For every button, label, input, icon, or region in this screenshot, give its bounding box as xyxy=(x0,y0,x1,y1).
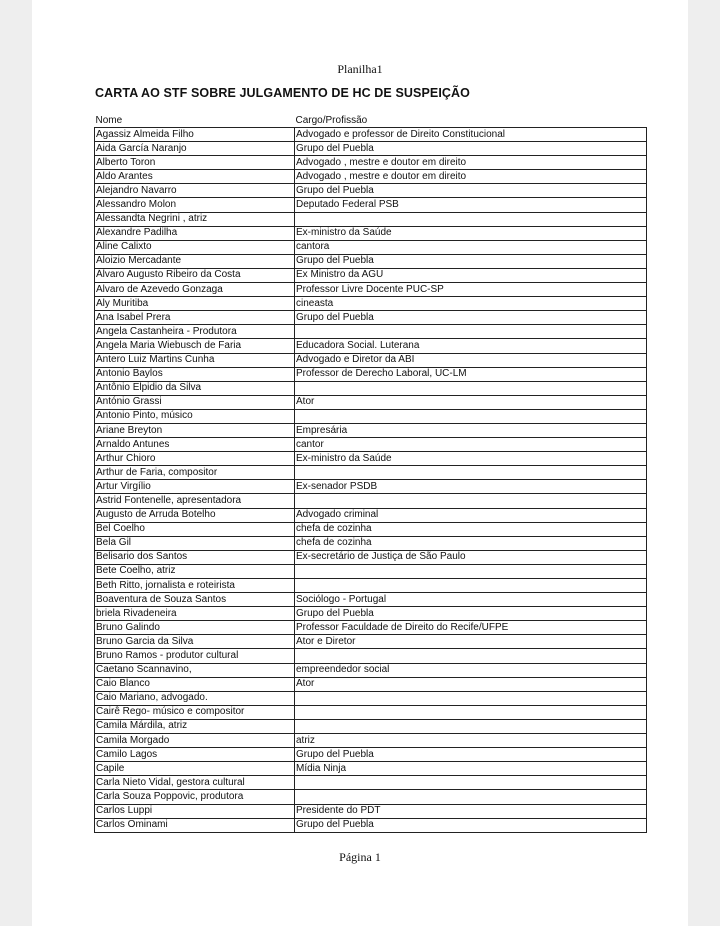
table-row xyxy=(95,353,647,367)
cell-name: Arnaldo Antunes xyxy=(95,438,295,452)
cell-name: Antonio Baylos xyxy=(95,367,295,381)
cell-role xyxy=(295,381,647,395)
cell-role: Advogado e professor de Direito Constitucional xyxy=(295,128,647,142)
cell-name: Alejandro Navarro xyxy=(95,184,295,198)
cell-name: Carlos Ominami xyxy=(95,818,295,832)
cell-name: Antonio Pinto, músico xyxy=(95,409,295,423)
cell-role: empreendedor social xyxy=(295,663,647,677)
cell-role xyxy=(295,409,647,423)
cell-role: Grupo del Puebla xyxy=(295,311,647,325)
cell-role: Grupo del Puebla xyxy=(295,748,647,762)
cell-role: Advogado , mestre e doutor em direito xyxy=(295,156,647,170)
table-row xyxy=(95,409,647,423)
table-row xyxy=(95,804,647,818)
cell-role: Advogado , mestre e doutor em direito xyxy=(295,170,647,184)
cell-role xyxy=(295,776,647,790)
table-row xyxy=(95,748,647,762)
cell-role: Ator xyxy=(295,395,647,409)
cell-name: Carlos Luppi xyxy=(95,804,295,818)
cell-name: Aldo Arantes xyxy=(95,170,295,184)
table-row xyxy=(95,734,647,748)
table-row xyxy=(95,536,647,550)
cell-name: Aloizio Mercadante xyxy=(95,254,295,268)
column-header-role: Cargo/Profissão xyxy=(295,115,368,126)
cell-role: chefa de cozinha xyxy=(295,522,647,536)
cell-name: Boaventura de Souza Santos xyxy=(95,593,295,607)
cell-name: Augusto de Arruda Botelho xyxy=(95,508,295,522)
cell-name: Camila Morgado xyxy=(95,734,295,748)
cell-role: chefa de cozinha xyxy=(295,536,647,550)
cell-role xyxy=(295,691,647,705)
table-row xyxy=(95,438,647,452)
table-row xyxy=(95,719,647,733)
table-row xyxy=(95,268,647,282)
cell-name: Beth Ritto, jornalista e roteirista xyxy=(95,579,295,593)
cell-name: Antero Luiz Martins Cunha xyxy=(95,353,295,367)
cell-name: Camila Márdila, atriz xyxy=(95,719,295,733)
cell-name: Carla Souza Poppovic, produtora xyxy=(95,790,295,804)
table-row xyxy=(95,142,647,156)
cell-name: Alvaro de Azevedo Gonzaga xyxy=(95,283,295,297)
cell-name: Ana Isabel Prera xyxy=(95,311,295,325)
cell-role xyxy=(295,325,647,339)
cell-role: Professor de Derecho Laboral, UC-LM xyxy=(295,367,647,381)
cell-role: Ex Ministro da AGU xyxy=(295,268,647,282)
cell-name: Caio Blanco xyxy=(95,677,295,691)
cell-name: Álvaro Augusto Ribeiro da Costa xyxy=(95,268,295,282)
table-row xyxy=(95,395,647,409)
cell-role: Grupo del Puebla xyxy=(295,184,647,198)
table-row xyxy=(95,184,647,198)
cell-role: Grupo del Puebla xyxy=(295,818,647,832)
signatories-table-container xyxy=(94,114,646,833)
cell-role: Ex-senador PSDB xyxy=(295,480,647,494)
table-row xyxy=(95,762,647,776)
cell-name: Alessandta Negrini , atriz xyxy=(95,212,295,226)
table-row xyxy=(95,254,647,268)
document-title: CARTA AO STF SOBRE JULGAMENTO DE HC DE SUSPEIÇÃO xyxy=(95,86,470,100)
table-row xyxy=(95,423,647,437)
cell-name: Caetano Scannavino, xyxy=(95,663,295,677)
cell-role: Ex-ministro da Saúde xyxy=(295,226,647,240)
cell-name: Bruno Ramos - produtor cultural xyxy=(95,649,295,663)
cell-role: Ex-secretário de Justiça de São Paulo xyxy=(295,550,647,564)
table-row xyxy=(95,170,647,184)
table-row xyxy=(95,649,647,663)
table-row xyxy=(95,776,647,790)
sheet-title: Planilha1 xyxy=(337,62,383,76)
cell-role: Ator e Diretor xyxy=(295,635,647,649)
cell-name: Astrid Fontenelle, apresentadora xyxy=(95,494,295,508)
table-row xyxy=(95,339,647,353)
table-row xyxy=(95,593,647,607)
cell-name: Alexandre Padilha xyxy=(95,226,295,240)
table-row xyxy=(95,367,647,381)
cell-name: Alessandro Molon xyxy=(95,198,295,212)
document-page xyxy=(32,0,688,926)
table-row xyxy=(95,635,647,649)
table-row xyxy=(95,522,647,536)
cell-name: Cairê Rego- músico e compositor xyxy=(95,705,295,719)
table-row xyxy=(95,283,647,297)
cell-role: Ex-ministro da Saúde xyxy=(295,452,647,466)
cell-role: Empresária xyxy=(295,423,647,437)
cell-name: Aline Calixto xyxy=(95,240,295,254)
cell-role: Grupo del Puebla xyxy=(295,254,647,268)
cell-role xyxy=(295,579,647,593)
table-row xyxy=(95,156,647,170)
table-row xyxy=(95,691,647,705)
table-row xyxy=(95,790,647,804)
table-row xyxy=(95,494,647,508)
table-row xyxy=(95,579,647,593)
cell-role: Grupo del Puebla xyxy=(295,142,647,156)
cell-role: Sociólogo - Portugal xyxy=(295,593,647,607)
table-row xyxy=(95,381,647,395)
cell-name: Aida García Naranjo xyxy=(95,142,295,156)
table-row xyxy=(95,677,647,691)
table-row xyxy=(95,311,647,325)
cell-role: Advogado criminal xyxy=(295,508,647,522)
cell-role: Deputado Federal PSB xyxy=(295,198,647,212)
cell-name: Arthur Chioro xyxy=(95,452,295,466)
cell-name: Caio Mariano, advogado. xyxy=(95,691,295,705)
table-row xyxy=(95,128,647,142)
cell-role: Educadora Social. Luterana xyxy=(295,339,647,353)
table-row xyxy=(95,240,647,254)
cell-name: Bete Coelho, atriz xyxy=(95,564,295,578)
cell-name: Antônio Elpidio da Silva xyxy=(95,381,295,395)
cell-role xyxy=(295,212,647,226)
table-row xyxy=(95,607,647,621)
cell-role xyxy=(295,466,647,480)
cell-role xyxy=(295,705,647,719)
table-row xyxy=(95,508,647,522)
table-row xyxy=(95,480,647,494)
table-row xyxy=(95,663,647,677)
cell-role: Presidente do PDT xyxy=(295,804,647,818)
table-header-row xyxy=(95,114,647,128)
cell-role xyxy=(295,649,647,663)
table-row xyxy=(95,212,647,226)
cell-name: Capile xyxy=(95,762,295,776)
cell-name: Angela Castanheira - Produtora xyxy=(95,325,295,339)
cell-name: Agassiz Almeida Filho xyxy=(95,128,295,142)
cell-name: António Grassi xyxy=(95,395,295,409)
cell-role xyxy=(295,790,647,804)
cell-role: Ator xyxy=(295,677,647,691)
cell-role xyxy=(295,719,647,733)
table-row xyxy=(95,705,647,719)
cell-role: Mídia Ninja xyxy=(295,762,647,776)
table-row xyxy=(95,466,647,480)
cell-role: cantor xyxy=(295,438,647,452)
table-row xyxy=(95,226,647,240)
table-row xyxy=(95,818,647,832)
cell-role: Advogado e Diretor da ABI xyxy=(295,353,647,367)
cell-name: Arthur de Faria, compositor xyxy=(95,466,295,480)
table-row xyxy=(95,621,647,635)
cell-name: Artur Virgílio xyxy=(95,480,295,494)
table-row xyxy=(95,297,647,311)
cell-name: Alberto Toron xyxy=(95,156,295,170)
cell-role: atriz xyxy=(295,734,647,748)
cell-name: Bruno Galindo xyxy=(95,621,295,635)
cell-name: briela Rivadeneira xyxy=(95,607,295,621)
table-row xyxy=(95,325,647,339)
signatories-table xyxy=(94,114,647,833)
table-row xyxy=(95,198,647,212)
cell-name: Angela Maria Wiebusch de Faria xyxy=(95,339,295,353)
cell-role: cantora xyxy=(295,240,647,254)
cell-name: Aly Muritiba xyxy=(95,297,295,311)
cell-role xyxy=(295,494,647,508)
column-header-name: Nome xyxy=(95,115,123,126)
table-row xyxy=(95,452,647,466)
cell-name: Bel Coelho xyxy=(95,522,295,536)
table-row xyxy=(95,550,647,564)
cell-role: Grupo del Puebla xyxy=(295,607,647,621)
cell-name: Carla Nieto Vidal, gestora cultural xyxy=(95,776,295,790)
cell-name: Ariane Breyton xyxy=(95,423,295,437)
page-number: Página 1 xyxy=(339,850,381,864)
cell-role: Professor Faculdade de Direito do Recife/UFPE xyxy=(295,621,647,635)
cell-role: cineasta xyxy=(295,297,647,311)
cell-name: Bela Gil xyxy=(95,536,295,550)
cell-name: Bruno Garcia da Silva xyxy=(95,635,295,649)
cell-name: Belisario dos Santos xyxy=(95,550,295,564)
cell-name: Camilo Lagos xyxy=(95,748,295,762)
cell-role: Professor Livre Docente PUC-SP xyxy=(295,283,647,297)
table-row xyxy=(95,564,647,578)
cell-role xyxy=(295,564,647,578)
